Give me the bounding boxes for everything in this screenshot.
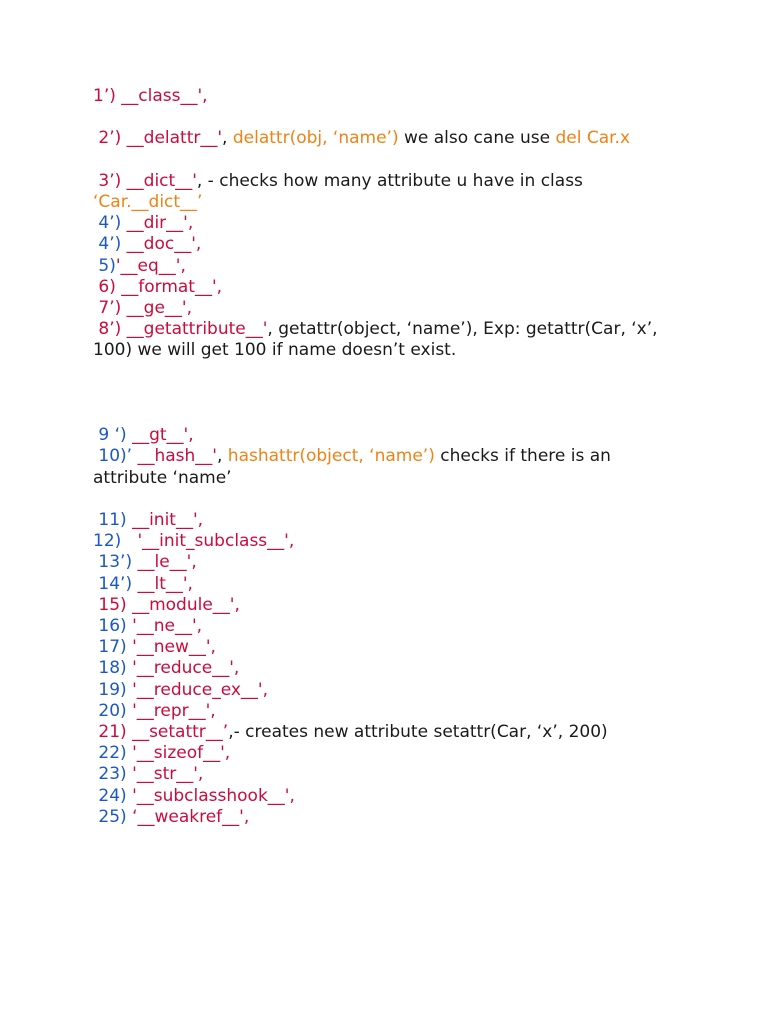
blank-lines [93,362,683,426]
note-line [93,595,683,616]
text-run: 18) [93,658,133,679]
text-run: 5) [93,255,116,276]
text-run: checks if there is an attribute ‘name’ [93,446,617,488]
text-run: '__repr__', [132,700,216,721]
text-run: __le__', [137,552,197,573]
text-run: ‘__weakref__', [132,806,250,827]
text-run: 13’) [93,552,138,573]
text-run: '__reduce__', [132,658,240,679]
text-run: ,- creates new attribute setattr(Car, ‘x’, 200) [228,722,608,743]
blank-line [93,150,683,171]
text-run: 20) [93,700,133,721]
text-run: hashattr(object, ‘name’) [227,446,435,467]
text-run: , getattr(object, ‘name’), Exp: getattr(Car, ‘x’, 100) we will get 100 if name doesn’t exist. [93,319,663,361]
text-run: delattr(obj, ‘name’) [232,128,399,149]
note-line [93,680,683,701]
note-line [93,213,683,234]
note-line [93,531,683,552]
text-run: __hash__' [137,446,217,467]
text-run: del Car.x [555,128,631,149]
text-run: 1’) __class__', [93,86,208,106]
text-run: 22) [93,743,133,764]
text-run: 14’) [93,573,138,594]
text-run: 17) [93,637,133,658]
text-run: 4’) [93,213,127,234]
text-run: 9 ‘) [93,425,133,446]
note-line [93,807,683,828]
text-run: 2’) __delattr__' [93,128,223,149]
note-line [93,637,683,658]
notes-body [93,86,683,828]
note-line [93,764,683,785]
text-run: 16) [93,616,133,637]
note-line [93,743,683,764]
text-run: 24) [93,785,133,806]
text-run: 7’) __ge__', [93,298,192,318]
text-run: 25) [93,806,133,827]
text-run: 21) __setattr__’ [93,722,229,743]
text-run: '__str__', [132,764,204,785]
note-line [93,701,683,722]
text-run: , [216,446,228,467]
text-run: '__sizeof__', [132,743,231,764]
note-line [93,574,683,595]
note-line [93,298,683,319]
note-line [93,171,683,213]
text-run: '__ne__', [132,616,203,637]
note-line [93,552,683,573]
note-line [93,616,683,637]
text-run: we also cane use [398,128,556,149]
text-run: '__init_subclass__', [137,531,295,552]
note-line [93,277,683,298]
text-run: __gt__', [132,425,194,446]
note-line [93,722,683,743]
note-line [93,234,683,255]
note-line [93,786,683,807]
text-run: 23) [93,764,133,785]
note-line [93,319,683,361]
text-run: '__new__', [132,637,216,658]
text-run: __init__', [132,510,204,530]
text-run: 19) [93,679,133,700]
text-run: '__reduce_ex__', [132,679,268,700]
text-run: 4’) [93,234,127,255]
note-line [93,256,683,277]
text-run: 11) [93,510,133,530]
text-run: __doc__', [126,234,202,255]
blank-line [93,489,683,510]
text-run: , - checks how many attribute u have in class [196,170,589,191]
note-line [93,510,683,531]
text-run: 6) __format__', [93,276,223,297]
blank-line [93,107,683,128]
note-line [93,425,683,446]
text-run: '__eq__', [115,255,186,276]
note-line [93,128,683,149]
note-line [93,658,683,679]
note-line [93,86,683,107]
text-run: , [222,128,233,149]
text-run: __lt__', [137,573,193,594]
text-run: 10)’ [93,446,138,467]
text-run: 3’) __dict__' [93,170,197,191]
text-run: '__subclasshook__', [132,785,295,806]
note-line [93,446,683,488]
text-run: 8’) __getattribute__' [93,319,268,340]
text-run: ‘Car.__dict__’ [93,191,203,212]
text-run: 12) [93,531,138,552]
text-run: __dir__', [126,213,194,234]
text-run: 15) __module__', [93,594,240,615]
